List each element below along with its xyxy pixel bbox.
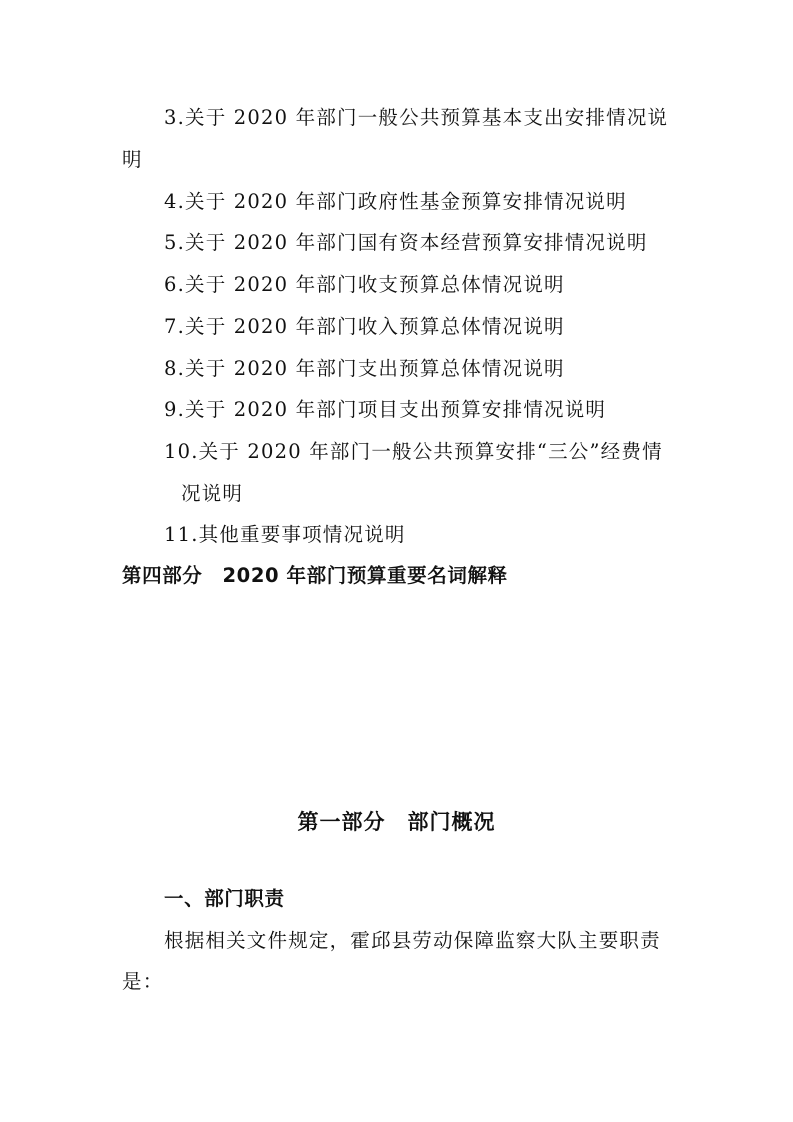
duties-paragraph: 根据相关文件规定，霍邱县劳动保障监察大队主要职责 [164,929,661,952]
toc-item-8: 8.关于 2020 年部门支出预算总体情况说明 [164,357,565,380]
toc-item-10: 10.关于 2020 年部门一般公共预算安排“三公”经费情 [164,440,663,463]
toc-item-4: 4.关于 2020 年部门政府性基金预算安排情况说明 [164,190,627,213]
toc-item-6: 6.关于 2020 年部门收支预算总体情况说明 [164,273,565,296]
duties-paragraph-continued: 是： [122,970,164,993]
toc-item-3-continued: 明 [122,148,143,171]
section-heading-duties: 一、部门职责 [164,887,285,910]
toc-item-10-continued: 况说明 [181,482,244,505]
toc-item-7: 7.关于 2020 年部门收入预算总体情况说明 [164,315,565,338]
toc-item-3: 3.关于 2020 年部门一般公共预算基本支出安排情况说 [164,106,669,129]
toc-item-9: 9.关于 2020 年部门项目支出预算安排情况说明 [164,398,607,421]
part-one-title: 第一部分 部门概况 [297,810,496,834]
toc-item-11: 11.其他重要事项情况说明 [164,523,406,546]
toc-part-four: 第四部分 2020 年部门预算重要名词解释 [122,564,508,587]
toc-item-5: 5.关于 2020 年部门国有资本经营预算安排情况说明 [164,231,648,254]
